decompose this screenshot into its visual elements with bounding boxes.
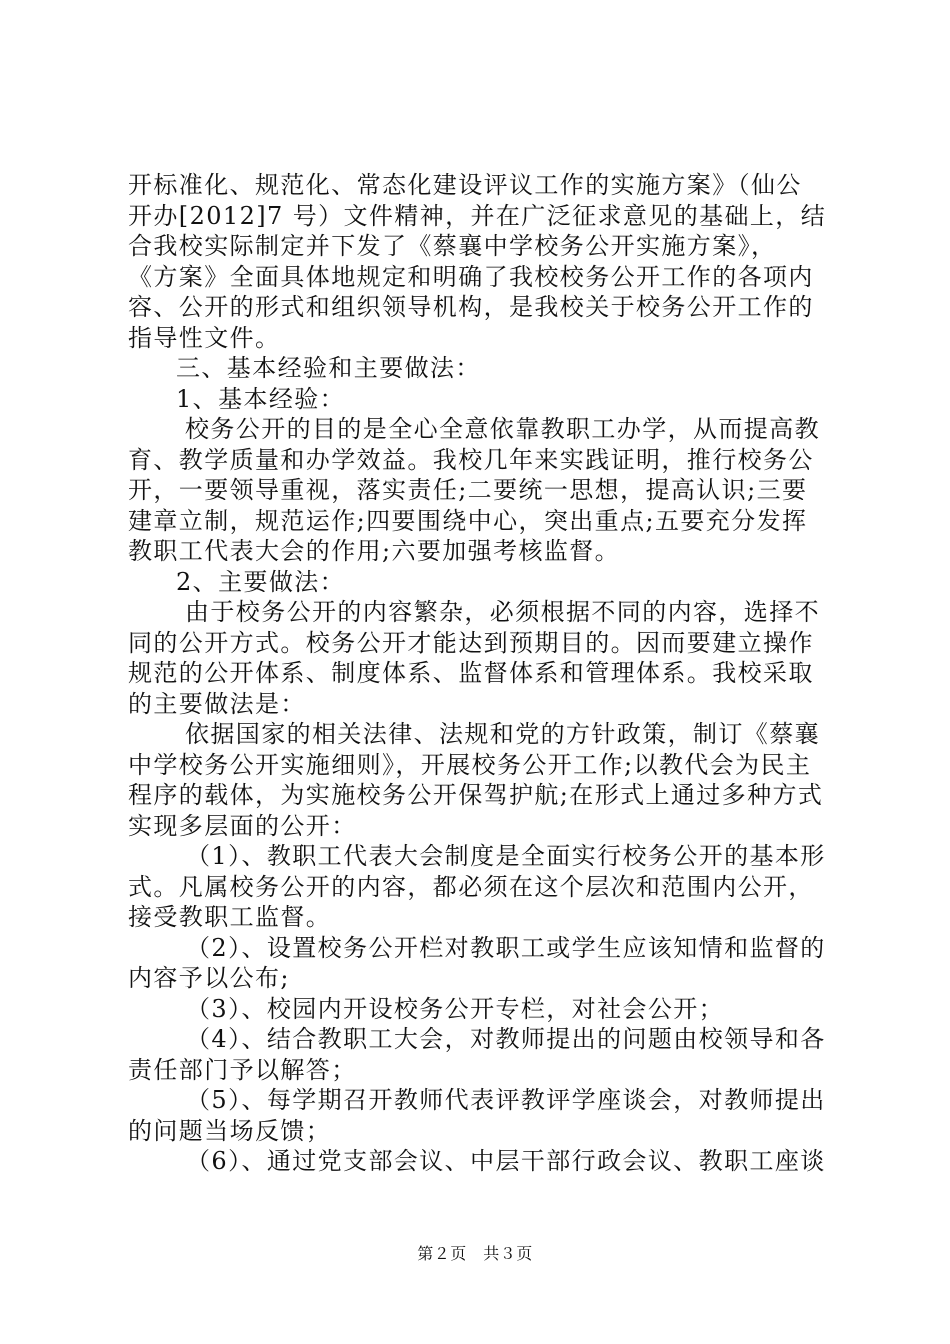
text-line: 由于校务公开的内容繁杂，必须根据不同的内容，选择不 — [185, 598, 820, 626]
text-line: 容、公开的形式和组织领导机构，是我校关于校务公开工作的 — [128, 293, 814, 321]
list-item: （6）、通过党支部会议、中层干部行政会议、教职工座谈 — [186, 1147, 826, 1175]
text-line: 指导性文件。 — [128, 323, 281, 352]
text-line: 合我校实际制定并下发了《蔡襄中学校务公开实施方案》， — [128, 232, 777, 260]
text-line: 程序的载体，为实施校务公开保驾护航;在形式上通过多种方式 — [128, 781, 824, 809]
text-line: 的主要做法是： — [128, 689, 306, 718]
list-item: （3）、校园内开设校务公开专栏，对社会公开； — [186, 994, 725, 1023]
page-number: 第２页 共３页 — [417, 1244, 533, 1263]
list-item: （1）、教职工代表大会制度是全面实行校务公开的基本形 — [186, 842, 826, 870]
text-line: 责任部门予以解答； — [128, 1055, 357, 1084]
text-line: 开标准化、规范化、常态化建设评议工作的实施方案》（仙公 — [128, 171, 802, 199]
text-line: 中学校务公开实施细则》，开展校务公开工作;以教代会为民主 — [128, 750, 812, 779]
list-item: （2）、设置校务公开栏对教职工或学生应该知情和监督的 — [186, 933, 826, 962]
document-body — [128, 170, 828, 1177]
text-line: 育、教学质量和办学效益。我校几年来实践证明，推行校务公 — [128, 445, 814, 474]
text-line: 接受教职工监督。 — [128, 903, 332, 931]
text-line: 式。凡属校务公开的内容，都必须在这个层次和范围内公开， — [128, 872, 814, 901]
text-line: 教职工代表大会的作用;六要加强考核监督。 — [128, 537, 621, 565]
text-line: 依据国家的相关法律、法规和党的方针政策，制订《蔡襄 — [185, 720, 820, 748]
section-heading: 三、基本经验和主要做法： — [176, 354, 481, 382]
list-item: （4）、结合教职工大会，对教师提出的问题由校领导和各 — [186, 1025, 826, 1053]
text-line: 校务公开的目的是全心全意依靠教职工办学，从而提高教 — [185, 415, 820, 443]
text-line: 开，一要领导重视，落实责任;二要统一思想，提高认识;三要 — [128, 476, 808, 504]
text-line: 规范的公开体系、制度体系、监督体系和管理体系。我校采取 — [128, 659, 814, 687]
text-line: 内容予以公布; — [128, 964, 290, 992]
text-line: 实现多层面的公开： — [128, 811, 357, 840]
text-line: 开办[2012]7 号）文件精神，并在广泛征求意见的基础上，结 — [128, 201, 827, 230]
subsection-heading: 2、主要做法： — [176, 567, 346, 596]
subsection-heading: 1、基本经验： — [176, 384, 346, 413]
list-item: （5）、每学期召开教师代表评教评学座谈会，对教师提出 — [186, 1086, 826, 1114]
text-line: 的问题当场反馈； — [128, 1116, 332, 1145]
text-line: 《方案》全面具体地规定和明确了我校校务公开工作的各项内 — [128, 262, 814, 291]
text-line: 同的公开方式。校务公开才能达到预期目的。因而要建立操作 — [128, 628, 814, 657]
text-line: 建章立制，规范运作;四要围绕中心，突出重点;五要充分发挥 — [128, 506, 808, 535]
